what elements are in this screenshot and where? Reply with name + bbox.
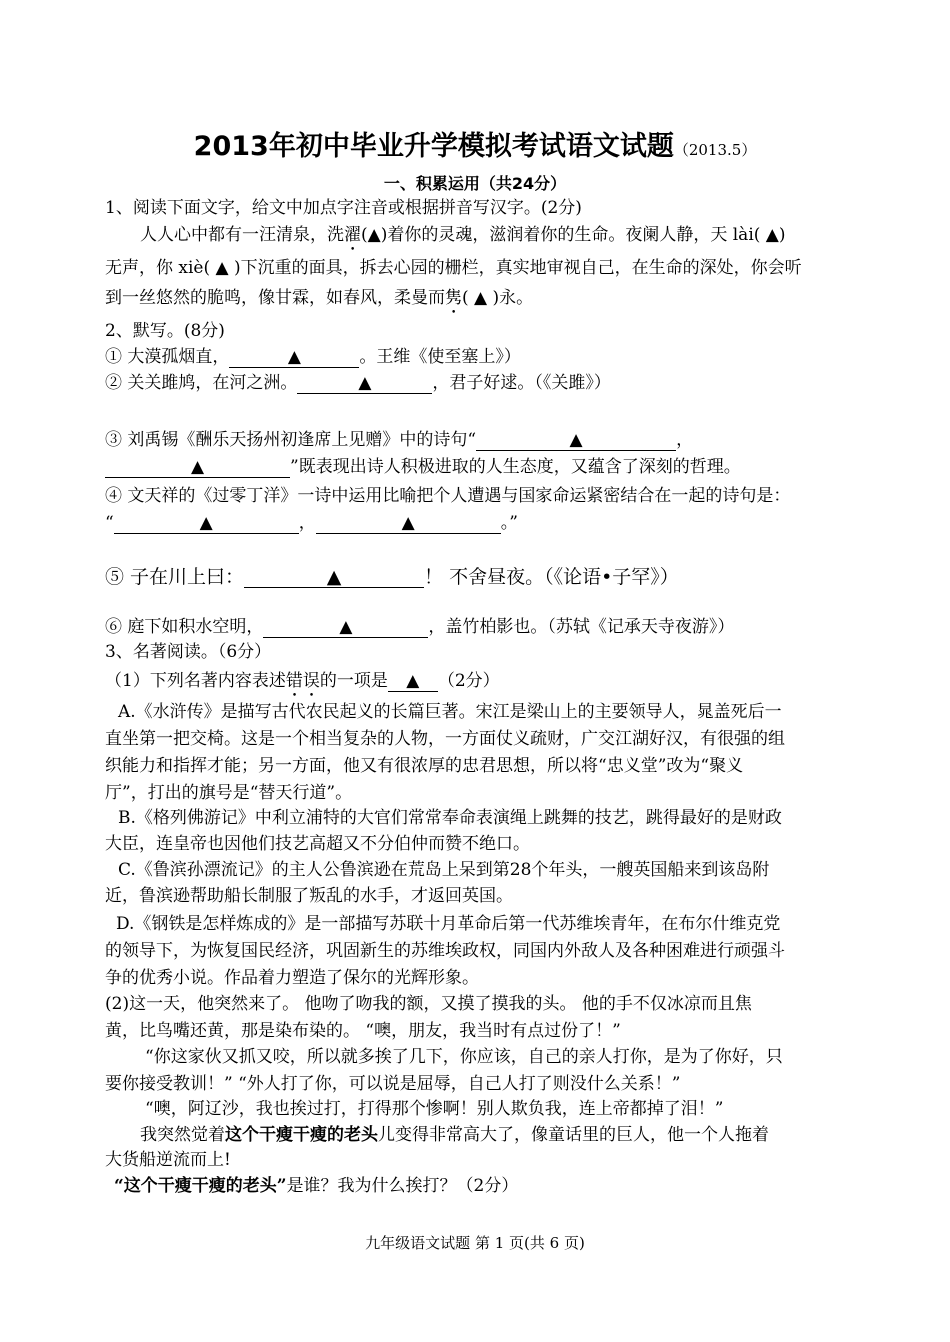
option-a-line-4: 厅”，打出的旗号是“替天行道”。 — [105, 783, 353, 803]
passage-line-1: (2)这一天，他突然来了。 他吻了吻我的额，又摸了摸我的头。 他的手不仅冰凉而且焦 — [105, 994, 752, 1014]
option-a-line-2: 直坐第一把交椅。这是一个相当复杂的人物，一方面仗义疏财，广交江湖好汉，有很强的组 — [105, 729, 785, 749]
q2-item-3-cont: ▲ ”既表现出诗人积极进取的人生态度，又蕴含了深刻的哲理。 — [105, 455, 741, 479]
q1-line-1: 人人心中都有一汪清泉，洗濯(▲)着你的灵魂，滋润着你的生命。夜阑人静，天 lài( ▲) — [140, 225, 786, 245]
passage-line-3: “你这家伙又抓又咬，所以就多挨了几下，你应该，自己的亲人打你，是为了你好，只 — [145, 1047, 783, 1067]
emphasis-char: 濯 — [344, 225, 361, 245]
q1-line-3: 到一丝悠然的脆鸣，像甘霖，如春风，柔曼而隽( ▲ )永。 — [105, 288, 534, 308]
answer-blank[interactable]: ▲ — [476, 430, 676, 451]
emphasis-char: 隽 — [445, 288, 462, 308]
q2-item-3: ③ 刘禹锡《酬乐天扬州初逢席上见赠》中的诗句“ ▲ ， — [105, 430, 694, 450]
option-a-line-1: A.《水浒传》是描写古代农民起义的长篇巨著。宋江是梁山上的主要领导人，晁盖死后一 — [118, 702, 782, 722]
q2-item-4: ④ 文天祥的《过零丁洋》一诗中运用比喻把个人遭遇与国家命运紧密结合在一起的诗句是： — [105, 486, 791, 506]
q2-heading: 2、默写。(8分) — [105, 321, 225, 341]
q2-item-5: ⑤ 子在川上曰： ▲ ！ 不舍昼夜。（《论语•子罕》） — [105, 566, 679, 588]
option-c-line-1: C.《鲁滨孙漂流记》的主人公鲁滨逊在荒岛上呆到第28个年头，一艘英国船来到该岛附 — [118, 860, 770, 880]
answer-blank[interactable]: ▲ — [297, 373, 432, 394]
option-d-line-1: D.《钢铁是怎样炼成的》是一部描写苏联十月革命后第一代苏维埃青年，在布尔什维克党 — [116, 914, 781, 934]
answer-blank[interactable]: ▲ — [105, 457, 290, 478]
q2-item-1: ① 大漠孤烟直， ▲ 。王维《使至塞上》） — [105, 347, 521, 367]
title-main: 2013年初中毕业升学模拟考试语文试题 — [193, 131, 674, 162]
option-d-line-3: 争的优秀小说。作品着力塑造了保尔的光辉形象。 — [105, 968, 479, 988]
answer-blank[interactable]: ▲ — [388, 671, 438, 692]
option-b-line-2: 大臣，连皇帝也因他们技艺高超又不分伯仲而赞不绝口。 — [105, 834, 530, 854]
answer-blank[interactable]: ▲ — [114, 513, 299, 534]
passage-line-4: 要你接受教训！” “外人打了你，可以说是屈辱，自己人打了则没什么关系！” — [105, 1074, 681, 1094]
q2-item-2: ② 关关雎鸠，在河之洲。 ▲ ，君子好逑。（《关雎》） — [105, 373, 611, 393]
title-date: （2013.5） — [673, 141, 757, 159]
section-heading: 一、积累运用（共24分） — [383, 174, 567, 193]
option-d-line-2: 的领导下，为恢复国民经济，巩固新生的苏维埃政权，同国内外敌人及各种困难进行顽强斗 — [105, 941, 785, 961]
answer-blank[interactable]: ▲ — [229, 347, 359, 368]
q2-item-6: ⑥ 庭下如积水空明， ▲ ，盖竹柏影也。（苏轼《记承天寺夜游》） — [105, 617, 735, 637]
answer-blank[interactable]: ▲ — [244, 567, 424, 588]
q1-heading: 1、阅读下面文字，给文中加点字注音或根据拼音写汉字。(2分) — [105, 198, 582, 218]
passage-line-5: “噢，阿辽沙，我也挨过打，打得那个惨啊！别人欺负我，连上帝都掉了泪！” — [145, 1099, 724, 1119]
passage-line-6: 我突然觉着这个干瘦干瘦的老头儿变得非常高大了，像童话里的巨人，他一个人拖着 — [140, 1125, 769, 1145]
q3-sub-2-question: “这个干瘦干瘦的老头”是谁？我为什么挨打？（2分） — [114, 1176, 519, 1196]
page-title — [0, 124, 950, 163]
option-a-line-3: 织能力和指挥才能；另一方面，他又有很浓厚的忠君思想，所以将“忠义堂”改为“聚义 — [105, 756, 744, 776]
q3-heading: 3、名著阅读。（6分） — [105, 642, 272, 662]
q3-sub-1: （1）下列名著内容表述错误的一项是 ▲ （2分） — [105, 671, 500, 691]
passage-line-2: 黄，比鸟嘴还黄，那是染布染的。 “噢，朋友，我当时有点过份了！” — [105, 1021, 621, 1041]
q2-item-4-cont: “ ▲ ， ▲ 。” — [105, 513, 518, 533]
option-c-line-2: 近，鲁滨逊帮助船长制服了叛乱的水手，才返回英国。 — [105, 886, 513, 906]
emphasis-text: 错误 — [285, 671, 320, 691]
answer-blank[interactable]: ▲ — [316, 513, 501, 534]
answer-blank[interactable]: ▲ — [263, 617, 428, 638]
passage-line-7: 大货船逆流而上! — [105, 1150, 231, 1170]
option-b-line-1: B.《格列佛游记》中利立浦特的大官们常常奉命表演绳上跳舞的技艺，跳得最好的是财政 — [118, 808, 782, 828]
q1-line-2: 无声，你 xiè( ▲ )下沉重的面具，拆去心园的栅栏，真实地审视自己，在生命的深处，你会听 — [105, 258, 802, 278]
page-footer: 九年级语文试题 第 1 页(共 6 页) — [365, 1234, 585, 1252]
